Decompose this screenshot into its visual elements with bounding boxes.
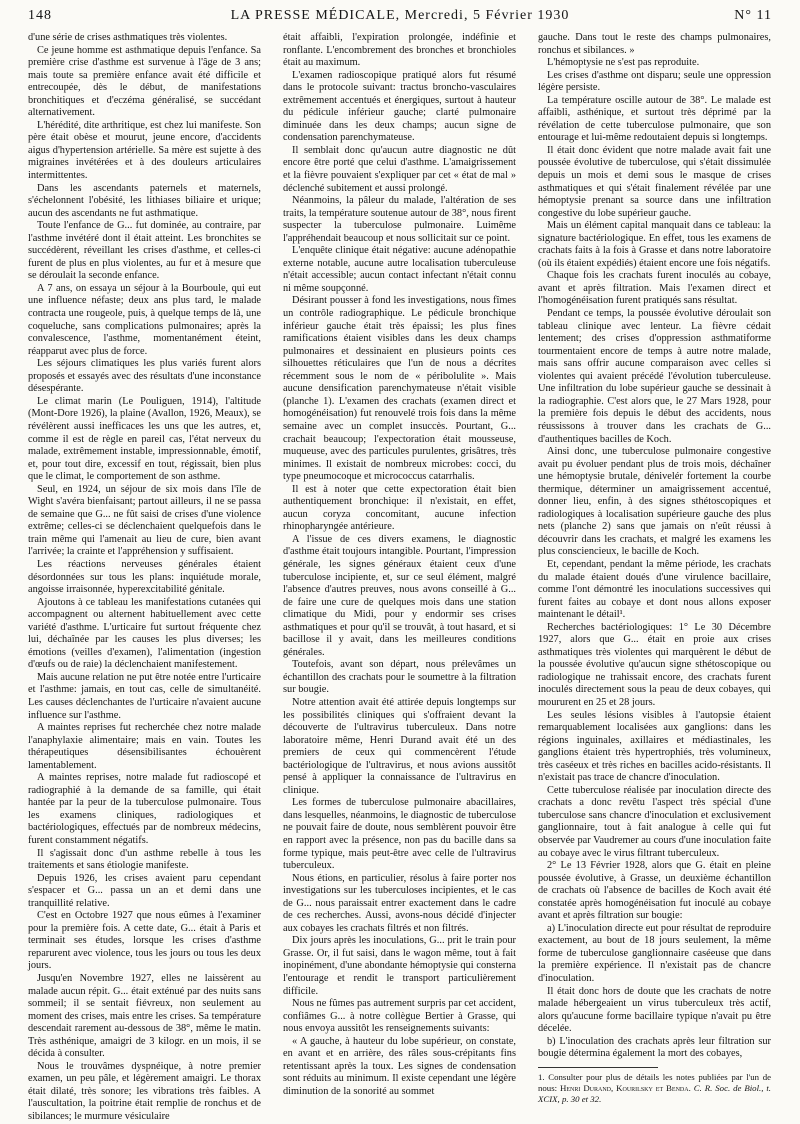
paragraph: A maintes reprises fut recherchée chez notre malade l'anaphylaxie alimentaire; mais en vain. Toutes les thérapeutiques désensibilisantes échouèrent lamentablement. xyxy=(28,722,261,771)
issue-number: N° 11 xyxy=(734,8,772,23)
paragraph: A maintes reprises, notre malade fut radioscopé et radiographié à la demande de sa famille, qui était hantée par la peur de la tuberculose pulmonaire. Tous les examens cliniques, radiologiques et bactériologiques, effectués par de nombreux médecins, furent constamment négatifs. xyxy=(28,772,261,846)
paragraph: Ce jeune homme est asthmatique depuis l'enfance. Sa première crise d'asthme est survenue à l'âge de 3 ans; mais toute sa première enfance avait été difficile et entrecoupée, dès le début, de manifestations bronchitiques et d'eczéma généralisé, se succédant alternativement. xyxy=(28,44,261,119)
paragraph: Recherches bactériologiques: 1° Le 30 Décembre 1927, alors que G... était en proie aux crises asthmatiques très violentes qui marquèrent le début de la poussée évolutive qu'aucun signe sthétoscopique ou radiologique ne trahissait encore, des crachats furent inoculés directement sous la peau de deux cobayes, qui moururent en 25 et 28 jours. xyxy=(538,621,771,708)
paragraph: 2° Le 13 Février 1928, alors que G. était en pleine poussée évolutive, à Grasse, un deuxième échantillon de crachats où l'absence de bacilles de Koch avait été constatée après homogénéisation fut inoculé au cobaye avant et après filtration sur bougie: xyxy=(538,860,771,922)
paragraph: A l'issue de ces divers examens, le diagnostic d'asthme était toujours intangible. Pourtant, l'impression générale, les signes généraux étaient ceux d'une tuberculose incipiente, et, sur ce seul élément, malgré l'absence d'autres preuves, nous avons conseillé à G... de faire une cure de quelques mois dans une station climatique du Midi, pour y endormir ses crises asthmatiques et pour qu'il se trouvât, à tout hasard, et si bacillose il y avait, dans les meilleures conditions générales. xyxy=(283,533,516,658)
footnote-reference: C. R. Soc. de Biol., t. XCIX, p. 30 et 32. xyxy=(538,1082,772,1104)
paragraph: L'examen radioscopique pratiqué alors fut résumé dans le protocole suivant: tractus broncho-vasculaires extrêmement accentués et énergiques, surtout à hauteur du pédicule inférieur gauche; clarté pulmonaire diminuée dans les deux champs; aucun signe de condensation parenchymateuse. xyxy=(283,69,516,144)
paragraph: Cette tuberculose réalisée par inoculation directe des crachats a donc revêtu l'aspect très spécial d'une tuberculose sans chancre d'inoculation et exclusivement ganglionnaire, tout à fait analogue à celle qui fut observée par Vaudremer au cours d'une inoculation faite au cobaye avec le virus filtrant tuberculeux. xyxy=(538,784,771,859)
paragraph: Depuis 1926, les crises avaient paru cependant s'espacer et G... passa un an et demi dans une tranquillité relative. xyxy=(28,872,261,909)
paragraph: Nous ne fûmes pas autrement surpris par cet accident, confiâmes G... à notre collègue Bertier à Grasse, qui nous envoya aussitôt les renseignements suivants: xyxy=(283,998,516,1035)
paragraph: Les crises d'asthme ont disparu; seule une oppression légère persiste. xyxy=(538,69,771,94)
paragraph: a) L'inoculation directe eut pour résultat de reproduire exactement, au bout de 18 jours seulement, la même forme de tuberculose ganglionnaire caséeuse que dans la première expérience. Il n'existait pas de chancre d'inoculation. xyxy=(538,922,771,985)
paragraph: Ainsi donc, une tuberculose pulmonaire congestive avait pu évoluer pendant plus de trois mois, déchaîner une hémoptysie brutale, dénivelér fortement la courbe thermique, déterminer un amaigrissement accentué, donner lieu, enfin, à des signes sthétoscopiques et radiologiques à localisation supérieure gauche des plus nets (planche 2) sans que jamais on n'eût réussi à découvrir dans les crachats, et malgré les examens les plus consciencieux, le bacille de Koch. xyxy=(538,446,771,558)
paragraph: L'enquête clinique était négative: aucune adénopathie externe notable, aucune autre localisation tuberculeuse n'était accessible; aucun contact infectant n'était connu ni même soupçonné. xyxy=(283,245,516,294)
paragraph: Le climat marin (Le Pouliguen, 1914), l'altitude (Mont-Dore 1926), la plaine (Avallon, 1926, Meaux), se révélèrent aussi inefficaces les uns que les autres, et, comme il est de règle en pareil cas, l'état nerveux du malade, extrêmement instable, impressionnable, émotif, et, pour tout dire, excessif en tout, régissait, bien plus que le climat, le comportement de son asthme. xyxy=(28,395,261,483)
paragraph: Notre attention avait été attirée depuis longtemps sur les possibilités cliniques qui s'offraient devant la découverte de l'ultravirus tuberculeux. Dans notre laboratoire même, Henri Durand avait été un des premiers de ceux qui commencèrent l'étude bactériologique de l'ultravirus, et nous avions aussitôt pensé à appliquer la connaissance de l'ultravirus en clinique. xyxy=(283,696,516,796)
paragraph: A 7 ans, on essaya un séjour à la Bourboule, qui eut une influence néfaste; deux ans plus tard, le malade contracta une rougeole, puis, à quelque temps de là, une coqueluche, sans complications pulmonaires; après la convalescence, l'asthme, momentanément éteint, réapparut avec plus de force. xyxy=(28,282,261,357)
footnote xyxy=(538,1072,771,1105)
paragraph: « A gauche, à hauteur du lobe supérieur, on constate, en avant et en arrière, des râles sous-crépitants fins retentissant après la toux. Les signes de condensation sont réduits au minimum. Il existe cependant une légère diminution de la sonorité au sommet xyxy=(283,1035,516,1097)
journal-title: LA PRESSE MÉDICALE, Mercredi, 5 Février 1930 xyxy=(230,8,570,23)
paragraph: Mais un élément capital manquait dans ce tableau: la signature bactériologique. En effet, tous les examens de crachats faits à la fois à Grasse et dans notre laboratoire (où ils étaient expédiés) étaient encore une fois négatifs. xyxy=(538,220,771,269)
paragraph: Les réactions nerveuses générales étaient désordonnées sur tous les plans: inquiétude morale, angoisse irraisonnée, hyperexcitabilité génitale. xyxy=(28,558,261,596)
paragraph: C'est en Octobre 1927 que nous eûmes à l'examiner pour la première fois. A cette date, G... était à Paris et terminait ses études, lorsque les crises d'asthme reparurent avec violence, tous les jours ou tous les deux jours. xyxy=(28,910,261,972)
paragraph: Il semblait donc qu'aucun autre diagnostic ne dût encore être porté que celui d'asthme. L'amaigrissement et la fièvre pouvaient s'expliquer par cet « état de mal » déclenché subitement et aussi prolongé. xyxy=(283,144,516,194)
paragraph: Mais aucune relation ne put être notée entre l'urticaire et l'asthme: jamais, en tout cas, celle de simultanéité. Les causes déclenchantes de l'urticaire n'avaient aucune influence sur l'asthme. xyxy=(28,671,261,721)
paragraph: Toutefois, avant son départ, nous prélevâmes un échantillon des crachats pour le soumettre à la filtration sur bougie. xyxy=(283,659,516,696)
paragraph: Néanmoins, la pâleur du malade, l'altération de ses traits, la température soutenue autour de 38°, nous firent suspecter la tuberculose pulmonaire. Luimême l'appréhendait beaucoup et nous sollicitait sur ce point. xyxy=(283,195,516,244)
footnote-text: 1. Consulter pour plus de détails les notes publiées par l'un de nous: xyxy=(538,1071,771,1093)
paragraph: b) L'inoculation des crachats après leur filtration sur bougie détermina également la mort des cobayes, xyxy=(538,1035,771,1060)
paragraph: Dix jours après les inoculations, G... prit le train pour Grasse. Or, il fut saisi, dans le wagon même, tout à fait inopinément, d'une abondante hémoptysie qui consterna l'entourage et rendit le transport particulièrement difficile. xyxy=(283,935,516,997)
paragraph: Toute l'enfance de G... fut dominée, au contraire, par l'asthme invétéré dont il était atteint. Les bronchites se succédèrent, réveillant les crises d'asthme, et celles-ci furent de plus en plus violentes, au fur et à mesure que se déroulait la seconde enfance. xyxy=(28,220,261,282)
text-column-1 xyxy=(28,32,261,1123)
text-column-2 xyxy=(283,32,516,1097)
paragraph: gauche. Dans tout le reste des champs pulmonaires, ronchus et sibilances. » xyxy=(538,32,771,56)
paragraph: Il est à noter que cette expectoration était bien authentiquement bronchique: il n'existait, en effet, aucun coryza concomitant, aucune infection rhinopharyngée antérieure. xyxy=(283,483,516,533)
paragraph: Les séjours climatiques les plus variés furent alors proposés et essayés avec des résultats d'une inconstance désespérante. xyxy=(28,358,261,395)
text-column-3 xyxy=(538,32,772,1104)
paragraph: Ajoutons à ce tableau les manifestations cutanées qui accompagnent ou alternent habituellement avec cette variété d'asthme. L'urticaire fut surtout fréquente chez lui, déchaînée par les causes les plus diverses; les émotions (veilles d'examen), l'alimentation (ingestion d'œufs ou de raie) la déclenchaient manifestement. xyxy=(28,596,261,671)
paragraph: était affaibli, l'expiration prolongée, indéfinie et ronflante. L'encombrement des bronches et bronchioles était au maximum. xyxy=(283,32,516,69)
page-number: 148 xyxy=(28,8,52,23)
paragraph: Les formes de tuberculose pulmonaire abacillaires, dans lesquelles, néanmoins, le diagnostic de tuberculose ne pouvait faire de doute, nous semblèrent pouvoir être en rapport avec la présence, non pas du bacille dans sa forme typique, mais peut-être avec celle de l'ultravirus tuberculeux. xyxy=(283,797,516,872)
paragraph: Il était donc évident que notre malade avait fait une poussée évolutive de tuberculose, qui s'était dissimulée depuis un mois et demi sous le masque de crises asthmatiques et qui s'était finalement révélée par une hémoptysie prenant sa source dans une infiltration congestive du lobe supérieur gauche. xyxy=(538,144,771,219)
paragraph: Pendant ce temps, la poussée évolutive déroulait son tableau clinique avec lenteur. La fièvre cédait lentement; des crises d'oppression asthmatiforme tourmentaient encore de temps à autre notre malade, mais sans offrir aucune comparaison avec celles si violentes qui avaient précédé l'évolution tuberculeuse. Une infiltration du lobe supérieur gauche se dessinait à la radiographie. C'est alors que, le 27 Mars 1928, pour la première fois depuis le début des accidents, nous réussissons à trouver dans les crachats de G... d'authentiques bacilles de Koch. xyxy=(538,308,771,445)
paragraph: Nous le trouvâmes dyspnéique, à notre premier examen, un peu pâle, et légèrement amaigri. Le thorax était dilaté, très sonore; les vibrations très faibles. A l'auscultation, la poitrine était remplie de ronchus et de sibilances; le murmure vésiculaire xyxy=(28,1060,261,1123)
paragraph: L'hérédité, dite arthritique, est chez lui manifeste. Son père était obèse et mourut, jeune encore, d'accidents aigus d'hypertension artérielle. Sa mère est sujette à des migraines invétérées et à des douleurs articulaires intermittentes. xyxy=(28,119,261,182)
footnote-authors: Henri Durand, Kourilsky et Benda. xyxy=(560,1082,691,1093)
paragraph: Seul, en 1924, un séjour de six mois dans l'île de Wight s'avéra bienfaisant; partout ailleurs, il ne se passa de semaine que G... ne fût saisi de crises d'une violence extrême; celles-ci se déclenchaient quelquefois dans le train même qui l'amenait au lieu de cure, bien avant l'arrivée; la crainte et l'appréhension y suffisaient. xyxy=(28,483,261,558)
column-3-body xyxy=(538,32,771,1061)
running-header xyxy=(28,6,772,28)
paragraph: Les seules lésions visibles à l'autopsie étaient remarquablement localisées aux ganglions: dans les régions inguinales, axillaires et médiastinales, les ganglions étaient très hypertrophiés, très volumineux, très caséeux et très riches en bacilles acido-résistants. Il n'existait pas trace de chancre d'inoculation. xyxy=(538,709,771,784)
paragraph: La température oscille autour de 38°. Le malade est affaibli, asthénique, et surtout très déprimé par la révélation de cette tuberculose pulmonaire, que son entourage et lui-même redoutaient depuis si longtemps. xyxy=(538,94,771,144)
paragraph: Jusqu'en Novembre 1927, elles ne laissèrent au malade aucun répit. G... était exténué par des nuits sans sommeil; il se sentait fiévreux, non seulement au moment des crises, mais entre les crises. Sa température descendait rarement au-dessous de 38°, même le matin. Très asthénique, amaigri de 3 kilogr. en un mois, il se décida à consulter. xyxy=(28,973,261,1060)
paragraph: Chaque fois les crachats furent inoculés au cobaye, avant et après filtration. Mais l'examen direct et l'homogénéisation furent pratiqués sans résultat. xyxy=(538,270,771,307)
paragraph: Désirant pousser à fond les investigations, nous fîmes un contrôle radiographique. Le pédicule bronchique inférieur gauche était très épaissi; les plus fines ramifications étaient visibles dans les deux champs pulmonaires et dessinaient en plusieurs points ces silhouettes réticulaires que l'un de nous a décrites récemment sous le nom de « péribolulite ». Mais aucune densification parenchymateuse n'était visible (planche 1). L'examen des crachats (examen direct et homogénéisation) fut renouvelé trois fois dans la même semaine avec un complet insuccès. Pourtant, G... crachait beaucoup; l'expectoration était mousseuse, muqueuse, avec des particules purulentes, grisâtres, très minimes. Il existait de nombreux microbes: cocci, du type pneumocoque et micrococcus catarrhalis. xyxy=(283,295,516,483)
paragraph: Et, cependant, pendant la même période, les crachats du malade étaient doués d'une virulence bacillaire, comme l'ont démontré les inoculations successives qui furent faites au cobaye et dont nous allons exposer maintenant le détail¹. xyxy=(538,558,771,621)
paragraph: d'une série de crises asthmatiques très violentes. xyxy=(28,32,228,43)
paragraph: Il était donc hors de doute que les crachats de notre malade hébergeaient un virus tuberculeux très actif, alors qu'aucune forme bacillaire typique n'avait pu être décelée. xyxy=(538,985,771,1035)
paragraph: Dans les ascendants paternels et maternels, s'échelonnent l'obésité, les lithiases biliaire et urique; aucun des ascendants ne fut asthmatique. xyxy=(28,182,261,219)
paragraph: Nous étions, en particulier, résolus à faire porter nos investigations sur les tuberculoses incipientes, et le cas de G... nous paraissait entrer exactement dans le cadre de ces recherches. Aussi, avons-nous décidé d'injecter aux cobayes les crachats filtrés et non filtrés. xyxy=(283,872,516,934)
paragraph: Il s'agissait donc d'un asthme rebelle à tous les traitements et sans étiologie manifeste. xyxy=(28,847,261,872)
paragraph: L'hémoptysie ne s'est pas reproduite. xyxy=(547,57,700,69)
footnote-rule xyxy=(538,1067,658,1068)
